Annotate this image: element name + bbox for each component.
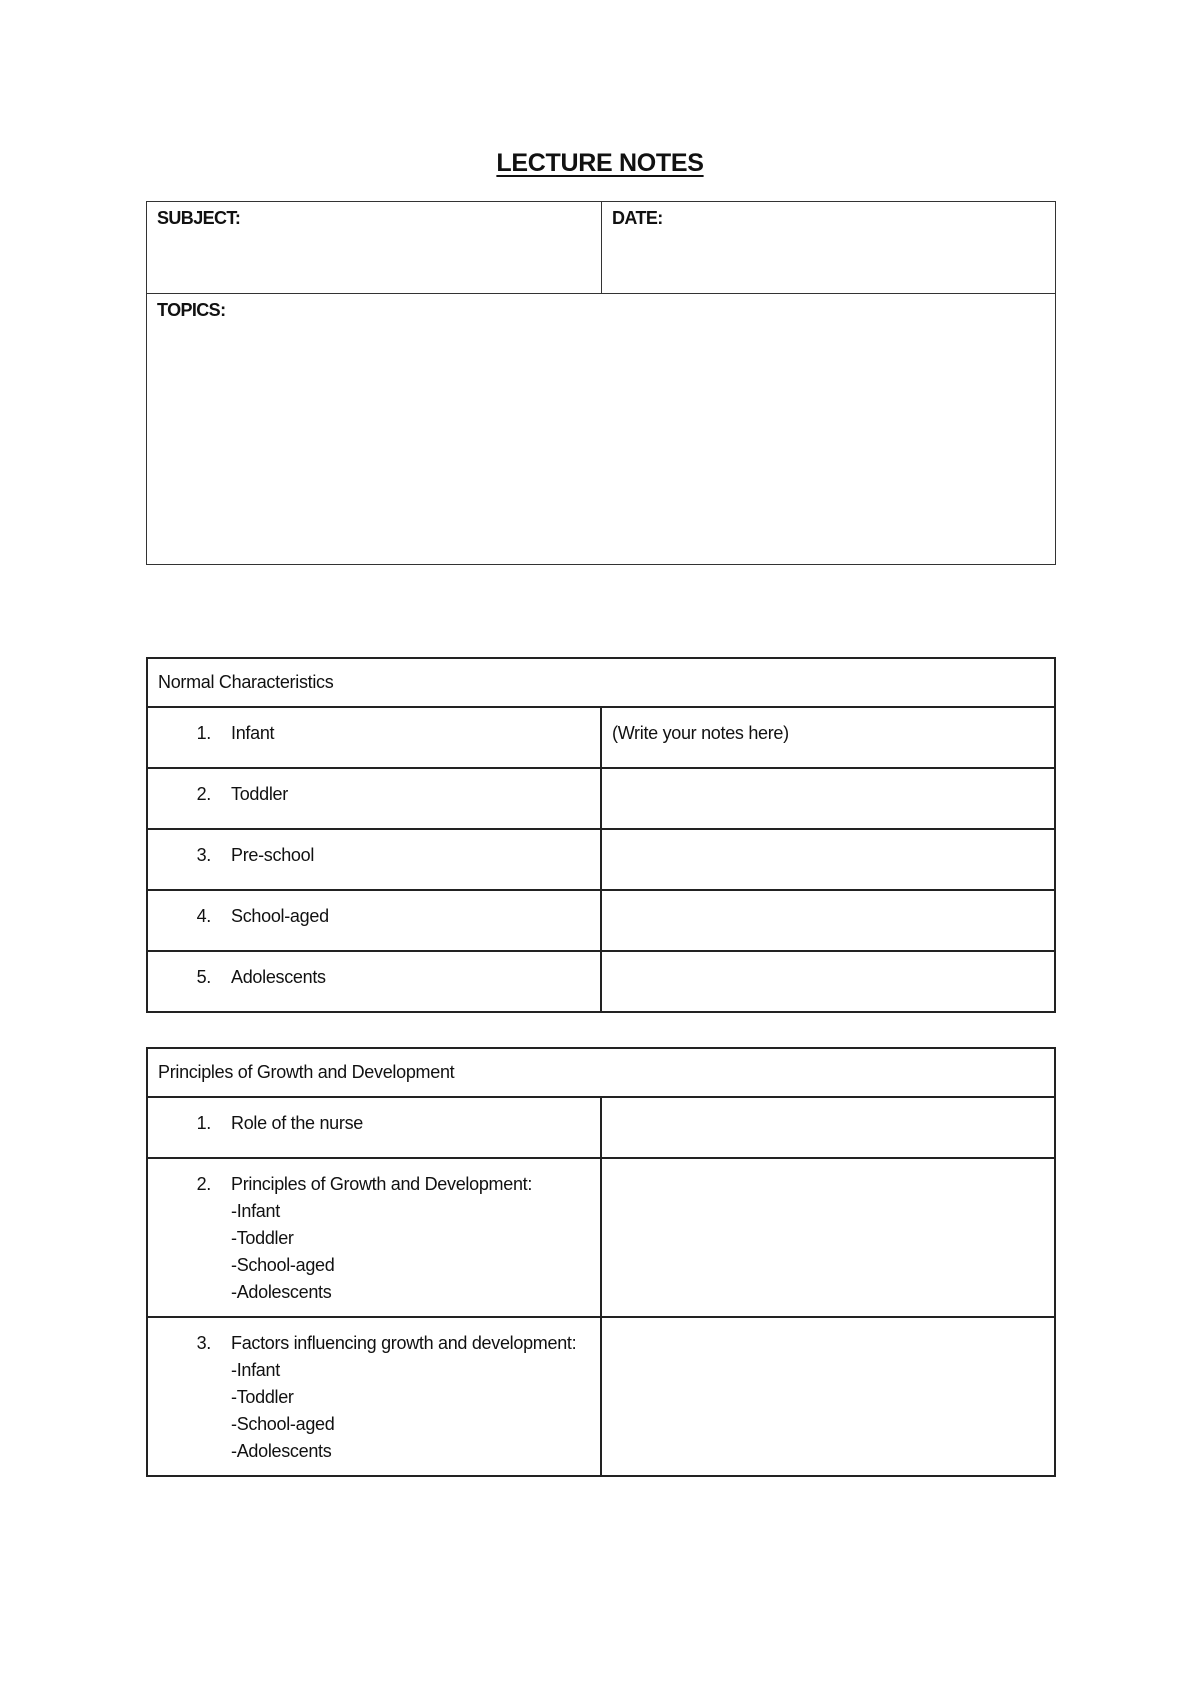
- sub-item: -School-aged: [231, 1255, 335, 1275]
- table-heading-row: [147, 658, 1055, 707]
- item-number: 4.: [196, 906, 211, 926]
- table-row: [147, 707, 1055, 768]
- normal-characteristics-table: [146, 657, 1056, 1013]
- table-row: [147, 829, 1055, 890]
- item-number: 1.: [196, 1113, 211, 1133]
- table-row: [147, 1097, 1055, 1158]
- table-row: [147, 1158, 1055, 1317]
- item-number: 3.: [196, 1333, 211, 1353]
- sub-item: -Infant: [231, 1360, 280, 1380]
- sub-item: -Infant: [231, 1201, 280, 1221]
- item-label: Role of the nurse: [231, 1113, 363, 1133]
- sub-item: -Adolescents: [231, 1441, 332, 1461]
- sub-item: -Toddler: [231, 1228, 294, 1248]
- notes-cell[interactable]: [601, 768, 1055, 829]
- item-cell: [147, 951, 601, 1012]
- table-heading-row: [147, 1048, 1055, 1097]
- notes-cell[interactable]: [601, 1158, 1055, 1317]
- notes-cell[interactable]: [601, 1317, 1055, 1476]
- table-row: [147, 768, 1055, 829]
- notes-cell[interactable]: [601, 890, 1055, 951]
- notes-cell[interactable]: (Write your notes here): [601, 707, 1055, 768]
- item-cell: [147, 1158, 601, 1317]
- item-number: 2.: [196, 784, 211, 804]
- item-label: Toddler: [231, 784, 288, 804]
- item-number: 1.: [196, 723, 211, 743]
- item-cell: [147, 707, 601, 768]
- item-label: Principles of Growth and Development:: [231, 1174, 533, 1194]
- sub-item: -Toddler: [231, 1387, 294, 1407]
- item-label: Pre-school: [231, 845, 315, 865]
- date-field[interactable]: [602, 202, 1056, 294]
- item-cell: [147, 890, 601, 951]
- section-heading: Normal Characteristics: [147, 658, 1055, 707]
- sub-item: -School-aged: [231, 1414, 335, 1434]
- principles-table: [146, 1047, 1056, 1477]
- topics-field[interactable]: [147, 294, 1055, 564]
- item-cell: [147, 829, 601, 890]
- notes-cell[interactable]: [601, 951, 1055, 1012]
- item-number: 5.: [196, 967, 211, 987]
- item-cell: [147, 768, 601, 829]
- table-row: [147, 890, 1055, 951]
- page-title: LECTURE NOTES: [496, 149, 704, 177]
- notes-cell[interactable]: [601, 829, 1055, 890]
- subject-field[interactable]: [147, 202, 602, 294]
- table-row: [147, 951, 1055, 1012]
- item-number: 3.: [196, 845, 211, 865]
- item-label: Adolescents: [231, 967, 326, 987]
- header-table: [146, 201, 1056, 565]
- section-heading: Principles of Growth and Development: [147, 1048, 1055, 1097]
- subject-label: SUBJECT:: [157, 208, 241, 228]
- item-label: School-aged: [231, 906, 329, 926]
- notes-cell[interactable]: [601, 1097, 1055, 1158]
- item-cell: [147, 1097, 601, 1158]
- item-cell: [147, 1317, 601, 1476]
- item-label: Infant: [231, 723, 275, 743]
- topics-label: TOPICS:: [157, 300, 226, 320]
- item-label: Factors influencing growth and development:: [231, 1333, 577, 1353]
- date-label: DATE:: [612, 208, 663, 228]
- table-row: [147, 1317, 1055, 1476]
- sub-item: -Adolescents: [231, 1282, 332, 1302]
- item-number: 2.: [196, 1174, 211, 1194]
